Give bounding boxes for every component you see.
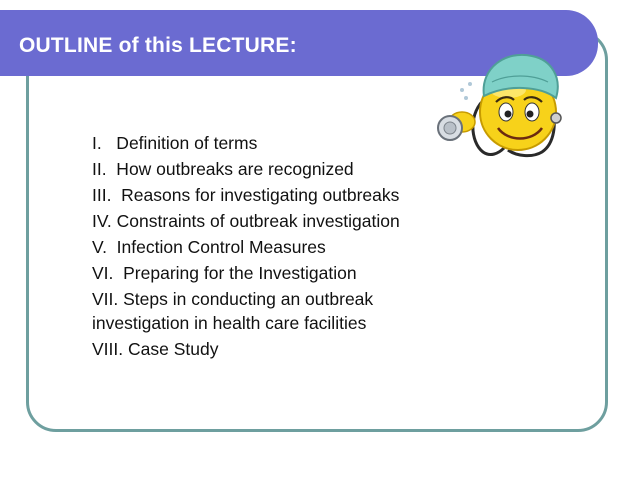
outline-list [92,132,512,364]
outline-item-5: V. Infection Control Measures [92,237,326,257]
outline-item-7: VII. Steps in conducting an outbreak investigation in health care facilities [92,289,374,333]
outline-item-4: IV. Constraints of outbreak investigation [92,211,400,231]
outline-item-1: I. Definition of terms [92,133,258,153]
outline-item-6: VI. Preparing for the Investigation [92,263,357,283]
outline-item-3: III. Reasons for investigating outbreaks [92,185,400,205]
outline-item-2: II. How outbreaks are recognized [92,159,354,179]
slide-title: OUTLINE of this LECTURE: [19,34,297,57]
outline-item-8: VIII. Case Study [92,338,219,359]
